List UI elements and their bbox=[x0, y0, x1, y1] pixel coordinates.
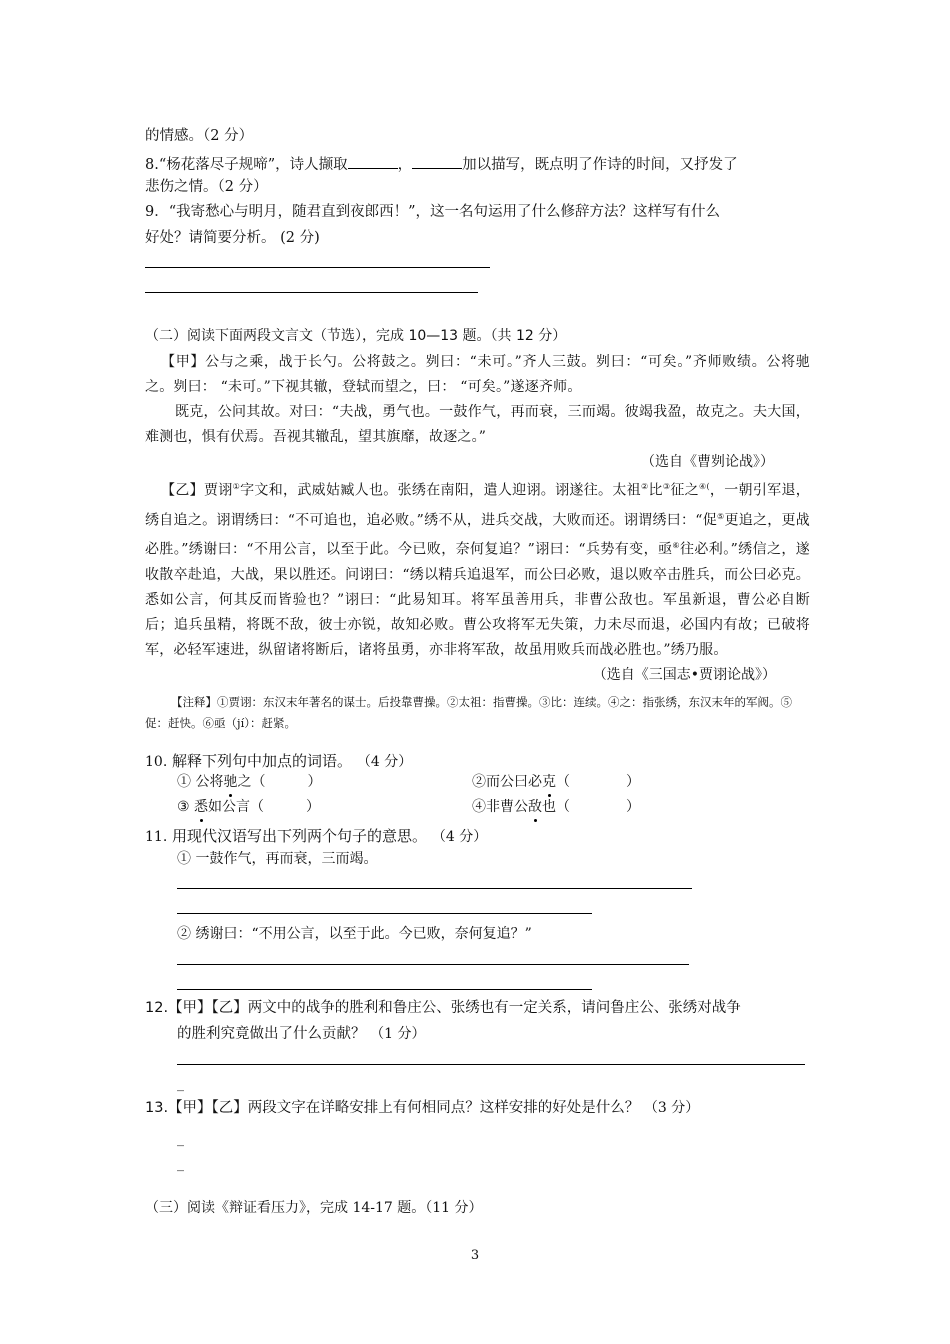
q10-item-1-post[interactable]: 之（ ） bbox=[237, 774, 322, 790]
q10-text: 解释下列句中加点的词语。 bbox=[172, 752, 353, 770]
passage-jia-para-2: 既克，公问其故。对曰：“夫战，勇气也。一鼓作气，再而衰，三而竭。彼竭我盈，故克之。夫大国，难测也，惧有伏焉。吾视其辙乱，望其旗靡，故逐之。” bbox=[145, 404, 810, 445]
note-mark-4: ④( bbox=[698, 482, 710, 491]
note-mark-6: ⑥ bbox=[672, 541, 680, 551]
note-mark-3: ③ bbox=[662, 482, 671, 491]
q12-text: 的胜利究竟做出了什么贡献？ bbox=[177, 1026, 366, 1042]
q12-score: （1 分） bbox=[370, 1026, 426, 1042]
passage-yi-para bbox=[145, 474, 810, 663]
q8-text-pre: 8.“杨花落尽子规啼”，诗人撷取 bbox=[145, 157, 348, 173]
passage-jia-para-1: 【甲】公与之乘，战于长勺。公将鼓之。刿曰：“未可。”齐人三鼓。刿曰：“可矣。”齐师败绩。公将驰之。刿曰： “未可。”下视其辙，登轼而望之，曰： “可矣。”遂逐齐师。 bbox=[145, 354, 810, 395]
q10-item-1-dotted: 驰 bbox=[223, 774, 238, 790]
passage-jia-source: （选自《曹刿论战》） bbox=[641, 454, 774, 470]
q10-item-1-pre: ① 公将 bbox=[177, 774, 224, 790]
q11-score: （4 分） bbox=[431, 829, 488, 845]
yi-text-b: 字文和，武威姑臧人也。张绣在南阳，遣人迎诩。诩遂往。太祖 bbox=[240, 482, 641, 499]
q11-number: 11. bbox=[145, 829, 168, 845]
question-13 bbox=[145, 1098, 699, 1118]
q8-text-post: 加以描写，既点明了作诗的时间，又抒发了 bbox=[462, 157, 738, 173]
yi-text-a: 【乙】贾诩 bbox=[161, 482, 233, 499]
annotations: 【注释】①贾诩：东汉末年著名的谋士。后投靠曹操。②太祖：指曹操。③比：连续。④之：指张绣，东汉末年的军阀。⑤促：赶快。⑥亟（jí）：赶紧。 bbox=[145, 694, 792, 730]
q8-text-mid: ， bbox=[397, 157, 413, 173]
q10-number: 10. bbox=[145, 754, 168, 770]
q9-answer-line-2[interactable] bbox=[145, 292, 478, 293]
q10-item-1 bbox=[177, 772, 321, 792]
yi-text-f: 更追之，更战必胜。”绣谢曰：“不用公言，以至于此。今已败，奈何复追？”诩曰：“兵势有变，亟 bbox=[145, 512, 811, 558]
q10-item-3-dotted: 悉 bbox=[194, 799, 209, 815]
prev-question-tail: 的情感。（2 分） bbox=[145, 128, 254, 144]
q10-item-3-post[interactable]: 如公言（ ） bbox=[208, 799, 321, 815]
yi-text-g: 往必利。”绣信之，遂收散卒赴追，大战，果以胜还。问诩曰：“绣以精兵追退军，而公曰必败，退以败卒击胜兵，而公曰必克。悉如公言，何其反而皆验也？”诩曰：“此易知耳。将军虽善用兵，非曹公敌也。军虽新退，曹公必自断后；追兵虽精，将既不敌，彼士亦锐，故知必败。曹公攻将军无失策，力未尽而退，必国内有故；已破将军，必轻军速进，纵留诸将断后，诸将虽勇，亦非将军敌，故虽用败兵而战必胜也。”绣乃服。 bbox=[145, 541, 810, 658]
q10-item-3 bbox=[177, 797, 320, 817]
q10-item-2-pre: ②而公曰必 bbox=[472, 774, 542, 790]
question-12: 12.【甲】【乙】两文中的战争的胜利和鲁庄公、张绣也有一定关系，请问鲁庄公、张绣对战争 bbox=[145, 1000, 741, 1016]
q8-blank-1[interactable] bbox=[348, 152, 398, 169]
q10-item-3-pre: ③ bbox=[177, 799, 195, 815]
section-2-heading: （二）阅读下面两段文言文（节选），完成 10—13 题。（共 12 分） bbox=[145, 328, 567, 344]
passage-yi bbox=[145, 474, 810, 734]
note-mark-1: ① bbox=[232, 482, 241, 491]
page-number: 3 bbox=[470, 1248, 480, 1263]
q10-item-4 bbox=[472, 797, 640, 817]
q10-score: （4 分） bbox=[356, 754, 413, 770]
q12-line-2 bbox=[177, 1024, 425, 1044]
q13-text: 13.【甲】【乙】两段文字在详略安排上有何相同点？这样安排的好处是什么？ bbox=[145, 1100, 640, 1116]
question-8 bbox=[145, 152, 738, 175]
q10-item-4-dotted: 敌 bbox=[528, 799, 542, 815]
section-3-heading: （三）阅读《辩证看压力》，完成 14-17 题。（11 分） bbox=[145, 1200, 483, 1216]
q10-item-4-post[interactable]: 也（ ） bbox=[542, 799, 640, 815]
q13-answer-mark-2[interactable]: _ bbox=[177, 1156, 184, 1172]
note-mark-5: ⑤ bbox=[716, 511, 725, 521]
question-11-title bbox=[145, 825, 487, 848]
q11-answer-line-2a[interactable] bbox=[177, 964, 689, 965]
q9-answer-line-1[interactable] bbox=[145, 267, 490, 268]
q12-answer-mark[interactable]: _ bbox=[177, 1076, 184, 1092]
yi-text-c: 比 bbox=[648, 482, 663, 499]
yi-text-e: ，一朝引军退，绣自追之。诩谓绣曰：“不可追也，追必败。”绣不从，进兵交战，大败而还。诩谓绣曰：“促 bbox=[145, 482, 811, 529]
q8-blank-2[interactable] bbox=[412, 152, 462, 169]
q13-answer-mark-1[interactable]: _ bbox=[177, 1131, 184, 1147]
q10-item-4-pre: ④非曹公 bbox=[472, 799, 528, 815]
q9-line-2: 好处？请简要分析。 (2 分) bbox=[145, 230, 320, 246]
passage-jia bbox=[145, 350, 810, 475]
passage-yi-source: （选自《三国志•贾诩论战》） bbox=[592, 666, 776, 683]
q12-answer-line[interactable] bbox=[177, 1064, 805, 1065]
q10-item-2-dotted: 克 bbox=[542, 774, 556, 790]
q11-answer-line-1b[interactable] bbox=[177, 913, 592, 914]
q11-answer-line-1a[interactable] bbox=[177, 888, 692, 889]
q11-sentence-2: ② 绣谢曰：“不用公言，以至于此。今已败，奈何复追？” bbox=[177, 926, 532, 942]
q13-score: （3 分） bbox=[643, 1100, 700, 1116]
note-mark-2: ② bbox=[641, 482, 649, 491]
q11-answer-line-2b[interactable] bbox=[177, 989, 592, 990]
q10-item-2-post[interactable]: （ ） bbox=[556, 774, 640, 790]
q11-text: 用现代汉语写出下列两个句子的意思。 bbox=[172, 827, 428, 845]
yi-text-d: 征之 bbox=[670, 482, 699, 499]
q8-line-2: 悲伤之情。（2 分） bbox=[145, 179, 268, 195]
q10-item-2 bbox=[472, 772, 640, 792]
q11-sentence-1: ① 一鼓作气，再而衰，三而竭。 bbox=[177, 851, 378, 867]
question-9: 9．“我寄愁心与明月，随君直到夜郎西！”，这一名句运用了什么修辞方法？这样写有什么 bbox=[145, 204, 721, 220]
question-10-title bbox=[145, 750, 412, 773]
